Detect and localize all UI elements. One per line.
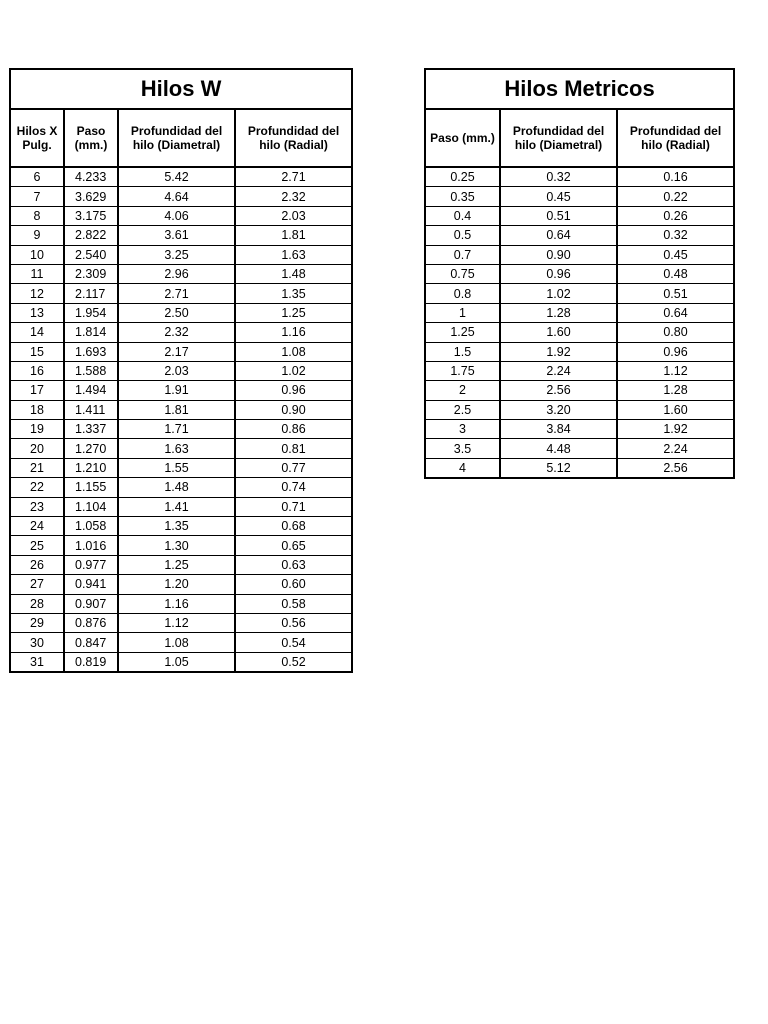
table-cell: 18: [10, 400, 64, 419]
header-profundidad-radial: Profundidad del hilo (Radial): [235, 109, 352, 167]
table-cell: 1.63: [235, 245, 352, 264]
table-cell: 0.81: [235, 439, 352, 458]
table-cell: 22: [10, 478, 64, 497]
table-cell: 1.814: [64, 323, 118, 342]
hilos-metricos-table: [424, 68, 735, 479]
table-row: [10, 167, 352, 187]
hilos-metricos-header-row: [425, 109, 734, 167]
hilos-w-table: [9, 68, 353, 673]
table-cell: 1.016: [64, 536, 118, 555]
table-cell: 0.847: [64, 633, 118, 652]
table-cell: 1: [425, 303, 500, 322]
table-cell: 2.50: [118, 303, 235, 322]
table-cell: 5.42: [118, 167, 235, 187]
table-cell: 1.155: [64, 478, 118, 497]
table-cell: 2.540: [64, 245, 118, 264]
table-cell: 1.337: [64, 420, 118, 439]
table-cell: 2.822: [64, 226, 118, 245]
table-cell: 1.60: [617, 400, 734, 419]
table-row: [10, 420, 352, 439]
table-row: [10, 458, 352, 477]
table-cell: 1.63: [118, 439, 235, 458]
table-cell: 1.693: [64, 342, 118, 361]
table-cell: 0.26: [617, 206, 734, 225]
table-row: [425, 458, 734, 478]
table-cell: 1.02: [500, 284, 617, 303]
header-paso: Paso (mm.): [64, 109, 118, 167]
table-cell: 0.96: [617, 342, 734, 361]
table-row: [425, 245, 734, 264]
table-cell: 0.876: [64, 613, 118, 632]
table-cell: 3.61: [118, 226, 235, 245]
table-cell: 1.28: [617, 381, 734, 400]
table-cell: 0.977: [64, 555, 118, 574]
table-row: [10, 652, 352, 672]
table-cell: 4.48: [500, 439, 617, 458]
table-row: [425, 284, 734, 303]
table-row: [10, 594, 352, 613]
table-cell: 20: [10, 439, 64, 458]
table-cell: 0.35: [425, 187, 500, 206]
header-paso-mm: Paso (mm.): [425, 109, 500, 167]
table-cell: 2.96: [118, 264, 235, 283]
table-cell: 24: [10, 517, 64, 536]
table-row: [425, 381, 734, 400]
table-cell: 0.54: [235, 633, 352, 652]
table-cell: 1.48: [118, 478, 235, 497]
table-cell: 0.71: [235, 497, 352, 516]
table-row: [425, 361, 734, 380]
table-row: [10, 439, 352, 458]
table-cell: 15: [10, 342, 64, 361]
table-cell: 0.45: [500, 187, 617, 206]
table-cell: 2.71: [118, 284, 235, 303]
table-row: [425, 303, 734, 322]
table-cell: 10: [10, 245, 64, 264]
table-row: [425, 342, 734, 361]
table-cell: 31: [10, 652, 64, 672]
table-row: [10, 633, 352, 652]
table-row: [10, 555, 352, 574]
hilos-metricos-title: Hilos Metricos: [425, 69, 734, 109]
table-cell: 2.17: [118, 342, 235, 361]
header-profundidad-radial: Profundidad del hilo (Radial): [617, 109, 734, 167]
table-cell: 1.05: [118, 652, 235, 672]
table-cell: 1.270: [64, 439, 118, 458]
table-cell: 1.91: [118, 381, 235, 400]
table-cell: 0.4: [425, 206, 500, 225]
table-cell: 0.819: [64, 652, 118, 672]
table-cell: 0.32: [617, 226, 734, 245]
table-cell: 1.104: [64, 497, 118, 516]
table-row: [425, 439, 734, 458]
table-cell: 1.81: [118, 400, 235, 419]
table-cell: 2.32: [235, 187, 352, 206]
table-cell: 0.75: [425, 264, 500, 283]
hilos-w-title: Hilos W: [10, 69, 352, 109]
table-cell: 1.08: [235, 342, 352, 361]
table-cell: 0.60: [235, 575, 352, 594]
table-cell: 0.16: [617, 167, 734, 187]
table-cell: 4.233: [64, 167, 118, 187]
table-cell: 2.24: [500, 361, 617, 380]
table-cell: 9: [10, 226, 64, 245]
table-cell: 3.84: [500, 420, 617, 439]
table-cell: 23: [10, 497, 64, 516]
table-row: [10, 264, 352, 283]
table-cell: 0.96: [500, 264, 617, 283]
table-cell: 0.74: [235, 478, 352, 497]
table-cell: 27: [10, 575, 64, 594]
table-row: [425, 187, 734, 206]
table-cell: 0.907: [64, 594, 118, 613]
table-cell: 1.954: [64, 303, 118, 322]
table-row: [10, 536, 352, 555]
table-cell: 1.35: [235, 284, 352, 303]
table-cell: 0.77: [235, 458, 352, 477]
table-row: [425, 323, 734, 342]
header-profundidad-diametral: Profundidad del hilo (Diametral): [500, 109, 617, 167]
table-cell: 8: [10, 206, 64, 225]
table-cell: 3: [425, 420, 500, 439]
table-cell: 13: [10, 303, 64, 322]
table-cell: 2.71: [235, 167, 352, 187]
table-cell: 0.52: [235, 652, 352, 672]
table-cell: 1.55: [118, 458, 235, 477]
table-cell: 1.5: [425, 342, 500, 361]
table-cell: 1.92: [617, 420, 734, 439]
table-row: [10, 206, 352, 225]
table-cell: 0.25: [425, 167, 500, 187]
table-cell: 1.60: [500, 323, 617, 342]
table-cell: 0.941: [64, 575, 118, 594]
table-cell: 1.48: [235, 264, 352, 283]
table-cell: 4.06: [118, 206, 235, 225]
table-cell: 1.20: [118, 575, 235, 594]
table-cell: 2.32: [118, 323, 235, 342]
table-cell: 1.12: [617, 361, 734, 380]
table-cell: 28: [10, 594, 64, 613]
table-cell: 0.90: [500, 245, 617, 264]
table-row: [10, 323, 352, 342]
table-cell: 0.64: [500, 226, 617, 245]
table-cell: 0.90: [235, 400, 352, 419]
table-cell: 0.51: [617, 284, 734, 303]
table-row: [10, 303, 352, 322]
table-cell: 0.32: [500, 167, 617, 187]
table-cell: 0.58: [235, 594, 352, 613]
table-cell: 12: [10, 284, 64, 303]
table-row: [10, 575, 352, 594]
table-cell: 2.56: [500, 381, 617, 400]
table-cell: 0.65: [235, 536, 352, 555]
table-cell: 4.64: [118, 187, 235, 206]
table-cell: 1.12: [118, 613, 235, 632]
table-cell: 2.03: [235, 206, 352, 225]
table-cell: 16: [10, 361, 64, 380]
table-cell: 0.63: [235, 555, 352, 574]
table-cell: 1.058: [64, 517, 118, 536]
table-cell: 1.28: [500, 303, 617, 322]
table-cell: 1.35: [118, 517, 235, 536]
table-cell: 2.24: [617, 439, 734, 458]
table-cell: 0.86: [235, 420, 352, 439]
table-cell: 6: [10, 167, 64, 187]
table-cell: 30: [10, 633, 64, 652]
table-row: [425, 420, 734, 439]
table-cell: 3.20: [500, 400, 617, 419]
table-cell: 1.30: [118, 536, 235, 555]
table-cell: 3.5: [425, 439, 500, 458]
table-row: [10, 381, 352, 400]
table-row: [10, 478, 352, 497]
table-cell: 19: [10, 420, 64, 439]
header-profundidad-diametral: Profundidad del hilo (Diametral): [118, 109, 235, 167]
table-cell: 0.80: [617, 323, 734, 342]
table-cell: 1.411: [64, 400, 118, 419]
table-cell: 5.12: [500, 458, 617, 478]
table-row: [10, 187, 352, 206]
table-cell: 1.92: [500, 342, 617, 361]
table-cell: 0.7: [425, 245, 500, 264]
table-cell: 2: [425, 381, 500, 400]
table-cell: 0.56: [235, 613, 352, 632]
table-row: [425, 167, 734, 187]
table-cell: 1.41: [118, 497, 235, 516]
table-cell: 14: [10, 323, 64, 342]
table-cell: 1.16: [235, 323, 352, 342]
table-cell: 1.588: [64, 361, 118, 380]
table-cell: 1.16: [118, 594, 235, 613]
table-cell: 2.117: [64, 284, 118, 303]
table-cell: 0.68: [235, 517, 352, 536]
table-row: [10, 361, 352, 380]
table-cell: 26: [10, 555, 64, 574]
table-cell: 2.56: [617, 458, 734, 478]
table-cell: 29: [10, 613, 64, 632]
table-cell: 0.22: [617, 187, 734, 206]
table-cell: 0.5: [425, 226, 500, 245]
table-row: [10, 226, 352, 245]
table-row: [425, 226, 734, 245]
table-cell: 4: [425, 458, 500, 478]
table-cell: 1.08: [118, 633, 235, 652]
table-cell: 0.96: [235, 381, 352, 400]
header-hilos-x-pulg: Hilos X Pulg.: [10, 109, 64, 167]
table-row: [425, 400, 734, 419]
hilos-w-header-row: [10, 109, 352, 167]
table-cell: 25: [10, 536, 64, 555]
table-row: [10, 284, 352, 303]
table-cell: 1.81: [235, 226, 352, 245]
table-cell: 0.64: [617, 303, 734, 322]
table-cell: 3.175: [64, 206, 118, 225]
table-cell: 0.48: [617, 264, 734, 283]
table-cell: 1.75: [425, 361, 500, 380]
table-cell: 11: [10, 264, 64, 283]
table-cell: 1.494: [64, 381, 118, 400]
table-cell: 0.51: [500, 206, 617, 225]
table-cell: 0.45: [617, 245, 734, 264]
table-cell: 1.02: [235, 361, 352, 380]
table-cell: 3.629: [64, 187, 118, 206]
hilos-w-body: [10, 167, 352, 672]
table-row: [425, 264, 734, 283]
table-cell: 21: [10, 458, 64, 477]
table-row: [10, 517, 352, 536]
table-cell: 3.25: [118, 245, 235, 264]
table-cell: 2.03: [118, 361, 235, 380]
table-cell: 1.210: [64, 458, 118, 477]
table-cell: 1.25: [425, 323, 500, 342]
table-row: [10, 497, 352, 516]
table-cell: 1.71: [118, 420, 235, 439]
table-cell: 1.25: [235, 303, 352, 322]
table-cell: 7: [10, 187, 64, 206]
table-row: [425, 206, 734, 225]
table-cell: 2.309: [64, 264, 118, 283]
table-row: [10, 613, 352, 632]
table-cell: 2.5: [425, 400, 500, 419]
table-cell: 0.8: [425, 284, 500, 303]
table-cell: 17: [10, 381, 64, 400]
table-row: [10, 400, 352, 419]
table-cell: 1.25: [118, 555, 235, 574]
hilos-metricos-body: [425, 167, 734, 478]
table-row: [10, 342, 352, 361]
table-row: [10, 245, 352, 264]
